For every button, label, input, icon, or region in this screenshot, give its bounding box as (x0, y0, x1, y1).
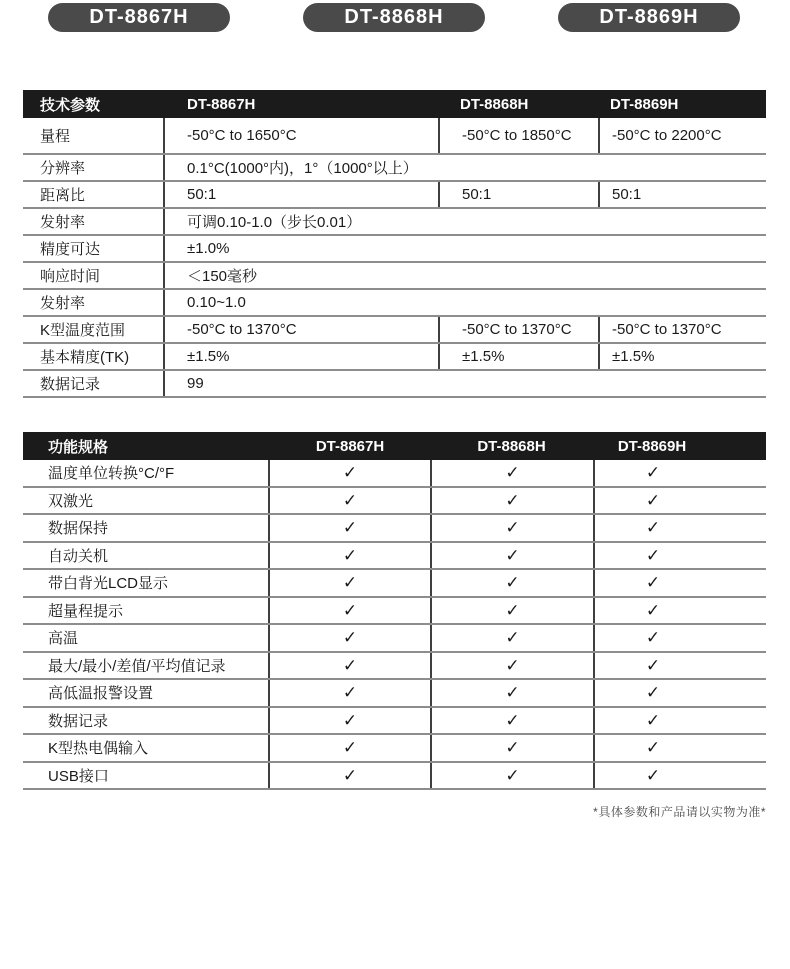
check-icon: ✓ (505, 463, 520, 483)
check-icon: ✓ (342, 710, 358, 730)
feature-label: 双激光 (23, 488, 270, 514)
check-icon: ✓ (505, 710, 520, 730)
table-row (23, 460, 766, 488)
spec-label: 量程 (23, 118, 165, 153)
check-icon: ✓ (645, 765, 661, 785)
check-icon: ✓ (342, 518, 358, 538)
table-row (23, 488, 766, 516)
table-row (23, 155, 766, 182)
table-row (23, 735, 766, 763)
spec-value: 0.10~1.0 (187, 294, 246, 311)
check-icon: ✓ (645, 683, 661, 703)
model-badge-dt-8868h: DT-8868H (303, 3, 485, 32)
spec-value: ±1.5% (187, 348, 230, 365)
spec-value: 50:1 (598, 182, 766, 207)
table-row (23, 182, 766, 209)
check-icon: ✓ (645, 655, 661, 675)
spec-value: -50°C to 1850°C (438, 118, 598, 153)
check-icon: ✓ (342, 683, 358, 703)
spec-label: 基本精度(TK) (23, 344, 165, 369)
spec-value: -50°C to 1650°C (187, 127, 297, 144)
check-icon: ✓ (505, 683, 520, 703)
spec-value: -50°C to 2200°C (598, 118, 766, 153)
feature-label: 高温 (23, 625, 270, 651)
check-icon: ✓ (342, 765, 358, 785)
column-header-dt-8867h: DT-8867H (187, 95, 256, 113)
table-row (23, 598, 766, 626)
table-row (23, 708, 766, 736)
table-row (23, 290, 766, 317)
spec-value: ＜150毫秒 (187, 268, 258, 285)
model-badge-dt-8867h: DT-8867H (48, 3, 230, 32)
table-row (23, 570, 766, 598)
feature-label: K型热电偶输入 (23, 735, 270, 761)
feature-label: 超量程提示 (23, 598, 270, 624)
column-header-dt-8868h: DT-8868H (460, 95, 529, 113)
spec-value: ±1.5% (598, 344, 766, 369)
check-icon: ✓ (645, 490, 661, 510)
check-icon: ✓ (342, 573, 358, 593)
tech-params-title: 技术参数 (40, 96, 101, 114)
column-header-dt-8869h: DT-8869H (617, 437, 687, 455)
column-header-dt-8868h: DT-8868H (477, 437, 546, 455)
spec-value: -50°C to 1370°C (438, 317, 598, 342)
check-icon: ✓ (505, 655, 520, 675)
spec-value: 50:1 (187, 186, 217, 203)
check-icon: ✓ (645, 738, 661, 758)
table-row (23, 344, 766, 371)
spec-label: 精度可达 (23, 236, 165, 261)
feature-label: 温度单位转换°C/°F (23, 460, 270, 486)
table-row (23, 515, 766, 543)
table-row (23, 625, 766, 653)
check-icon: ✓ (505, 518, 520, 538)
check-icon: ✓ (342, 738, 358, 758)
check-icon: ✓ (505, 545, 520, 565)
features-title: 功能规格 (48, 438, 109, 456)
feature-label: USB接口 (23, 763, 270, 789)
check-icon: ✓ (505, 628, 520, 648)
disclaimer-footnote: *具体参数和产品请以实物为准* (593, 805, 766, 819)
table-row (23, 763, 766, 791)
feature-label: 最大/最小/差值/平均值记录 (23, 653, 270, 679)
check-icon: ✓ (342, 655, 358, 675)
table-row (23, 653, 766, 681)
spec-label: K型温度范围 (23, 317, 165, 342)
spec-value: 99 (187, 375, 204, 392)
check-icon: ✓ (505, 738, 520, 758)
model-badge-dt-8869h: DT-8869H (558, 3, 740, 32)
feature-label: 数据保持 (23, 515, 270, 541)
tech-params-header (23, 90, 766, 118)
feature-label: 自动关机 (23, 543, 270, 569)
check-icon: ✓ (342, 545, 358, 565)
table-row (23, 236, 766, 263)
table-row (23, 209, 766, 236)
feature-label: 数据记录 (23, 708, 270, 734)
check-icon: ✓ (505, 600, 520, 620)
spec-value: 0.1°C(1000°内)，1°（1000°以上） (187, 160, 418, 177)
spec-label: 发射率 (23, 209, 165, 234)
spec-value: ±1.5% (438, 344, 598, 369)
column-header-dt-8867h: DT-8867H (315, 437, 385, 455)
spec-value: ±1.0% (187, 240, 230, 257)
table-row (23, 371, 766, 398)
features-table (23, 432, 766, 790)
check-icon: ✓ (342, 490, 358, 510)
check-icon: ✓ (645, 628, 661, 648)
check-icon: ✓ (505, 765, 520, 785)
column-header-dt-8869h: DT-8869H (610, 95, 679, 113)
check-icon: ✓ (645, 710, 661, 730)
check-icon: ✓ (342, 463, 358, 483)
check-icon: ✓ (342, 628, 358, 648)
tech-params-table (23, 90, 766, 398)
spec-value: -50°C to 1370°C (598, 317, 766, 342)
feature-label: 高低温报警设置 (23, 680, 270, 706)
check-icon: ✓ (505, 573, 520, 593)
spec-label: 响应时间 (23, 263, 165, 288)
check-icon: ✓ (342, 600, 358, 620)
spec-label: 发射率 (23, 290, 165, 315)
table-row (23, 680, 766, 708)
spec-label: 分辨率 (23, 155, 165, 180)
table-row (23, 263, 766, 290)
check-icon: ✓ (645, 600, 661, 620)
check-icon: ✓ (505, 490, 520, 510)
table-row (23, 317, 766, 344)
feature-label: 带白背光LCD显示 (23, 570, 270, 596)
spec-value: 可调0.10-1.0（步长0.01） (187, 214, 362, 231)
check-icon: ✓ (645, 463, 661, 483)
spec-value: 50:1 (438, 182, 598, 207)
spec-label: 数据记录 (23, 371, 165, 396)
spec-value: -50°C to 1370°C (187, 321, 297, 338)
check-icon: ✓ (645, 573, 661, 593)
features-header (23, 432, 766, 460)
check-icon: ✓ (645, 518, 661, 538)
spec-label: 距离比 (23, 182, 165, 207)
check-icon: ✓ (645, 545, 661, 565)
table-row (23, 543, 766, 571)
table-row (23, 118, 766, 155)
